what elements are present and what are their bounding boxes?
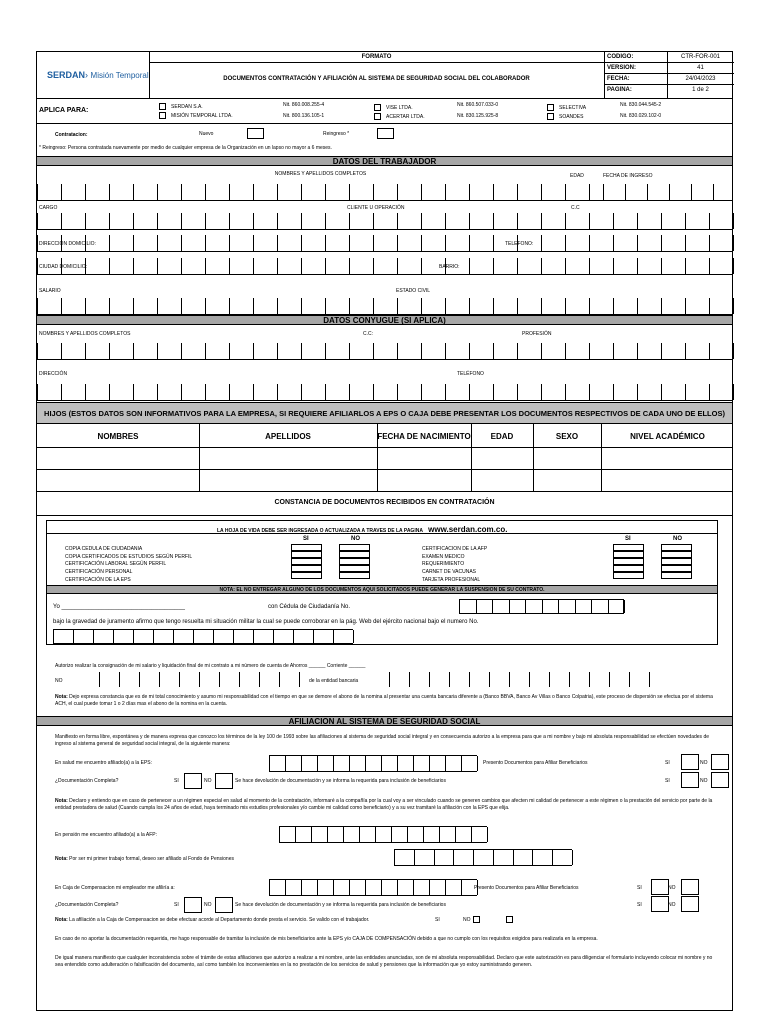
eps-doc-si2: SI bbox=[665, 778, 670, 784]
label-cargo: CARGO bbox=[39, 205, 58, 211]
field-direccion[interactable] bbox=[37, 235, 732, 252]
doc-examen: EXAMEN MEDICO bbox=[422, 553, 465, 560]
eps-doc-no2-box[interactable] bbox=[711, 772, 729, 788]
doc-eps: CERTIFICACIÓN DE LA EPS bbox=[65, 576, 131, 583]
doc-cedula: COPIA CEDULA DE CIUDADANIA bbox=[65, 546, 143, 552]
label-salario: SALARIO bbox=[39, 288, 61, 294]
doc-laboral: CERTIFICACIÓN LABORAL SEGÚN PERFIL bbox=[65, 561, 167, 568]
juramento-text: bajo la gravedad de juramento afirmo que tengo resuelta mi situación militar la cual se puede corroborar en la pág. Web del ejército nacional bajo el numero No. bbox=[53, 619, 479, 625]
yo-line[interactable]: Yo _____________________________________ bbox=[53, 604, 185, 610]
aplica-label: APLICA PARA: bbox=[39, 107, 89, 114]
company-mision: MISIÓN TEMPORAL LTDA. bbox=[171, 113, 233, 119]
col-edad: EDAD bbox=[490, 432, 514, 441]
label-cliente: CLIENTE U OPERACIÓN bbox=[347, 205, 405, 211]
doc-personal: CERTIFICACIÓN PERSONAL bbox=[65, 569, 133, 576]
form-page bbox=[36, 51, 733, 1011]
company-serdan: SERDAN S.A. bbox=[171, 104, 203, 110]
label-telefono: TELEFONO: bbox=[505, 241, 534, 247]
nota-eps: Nota: Declaro y entiendo que en caso de pertenecer a un régimen especial en salud al momento de la contratación, informaré a la compañía por la cual voy a ser vinculado cuando se generen cambios que afecten mi calidad de pertenecer a este régimen o la prestación del servicio por parte de la entidad prestadora de salud (Cuando cumpla los 24 años de edad, haya terminado mis estudios profesionales y/o cambie mi calidad como beneficiario) y a su vez tramitaré la afiliación con la EPS que elija. bbox=[55, 798, 713, 811]
nota-caja-si: SI bbox=[435, 917, 440, 923]
si-header-right: SI bbox=[625, 536, 631, 542]
serdan-url[interactable]: www.serdan.com.co. bbox=[428, 525, 508, 534]
document-title: DOCUMENTOS CONTRATACIÓN Y AFILIACIÓN AL SISTEMA DE SEGURIDAD SOCIAL DEL COLABORADOR bbox=[223, 76, 530, 82]
format-label: FORMATO bbox=[361, 54, 392, 60]
meta-label-version: VERSION: bbox=[607, 65, 637, 71]
afiliacion-intro: Manifiesto en forma libre, espontánea y de manera expresa que conozco los términos de la ley 100 de 1993 sobre las afiliaciones al sistema de seguridad social integral y en consecuencia autorizo a la empresa para que a mi nombre y bajo mi absoluta responsabilidad se efectúen novedades de ingreso al sistema general de seguridad social integral, de la siguiente manera: bbox=[55, 734, 710, 747]
caja-no: NO bbox=[668, 885, 676, 891]
field-ciudad[interactable] bbox=[37, 258, 732, 275]
company-soandes: SOANDES bbox=[559, 114, 584, 120]
eps-doc-no: NO bbox=[204, 778, 212, 784]
eps-doc-no-box[interactable] bbox=[215, 773, 233, 789]
eps-doc-si: SI bbox=[174, 778, 179, 784]
caja-cells[interactable] bbox=[269, 879, 477, 896]
col-apellidos: APELLIDOS bbox=[265, 432, 311, 441]
no-label: NO bbox=[55, 678, 63, 684]
doc-afp: CERTIFICACION DE LA AFP bbox=[422, 546, 488, 552]
section-trabajador: DATOS DEL TRABAJADOR bbox=[37, 156, 732, 166]
no-header-left: NO bbox=[351, 536, 360, 542]
field-conyugue-direccion[interactable] bbox=[37, 384, 732, 401]
nota-suspension: NOTA: EL NO ENTREGAR ALGUNO DE LOS DOCUMENTOS AQUI SOLICITADOS PUEDE GENERAR LA SUSPENSION DE SU CONTRATO. bbox=[47, 585, 717, 594]
nota-caja-extra-box[interactable] bbox=[506, 916, 513, 923]
caja-doc-no2: NO bbox=[668, 902, 676, 908]
logo-sub: Misión Temporal bbox=[90, 71, 149, 80]
cedula-label: con Cédula de Ciudadanía No. bbox=[268, 604, 351, 610]
reingreso-note: * Reingreso: Persona contratada nuevamente por medio de cualquier empresa de la Organización en un lapso no mayor a 6 meses. bbox=[39, 145, 332, 151]
meta-label-fecha: FECHA: bbox=[607, 76, 630, 82]
checkbox-acertar[interactable] bbox=[374, 113, 381, 120]
eps-devolucion: Se hace devolución de documentación y se informa la requerida para inclusión de beneficiarios bbox=[235, 778, 446, 784]
militar-cells[interactable] bbox=[53, 629, 353, 644]
eps-doc-no2: NO bbox=[700, 778, 708, 784]
field-cargo[interactable] bbox=[37, 213, 732, 230]
caja-doc-no-box[interactable] bbox=[215, 897, 233, 913]
eps-label: En salud me encuentro afiliado(a) a la EPS: bbox=[55, 760, 152, 766]
eps-doc-label: ¿Documentación Completa? bbox=[55, 778, 119, 784]
caja-devolucion: Se hace devolución de documentación y se informa la requerida para inclusión de beneficiarios bbox=[235, 902, 446, 908]
eps-no: NO bbox=[700, 760, 708, 766]
checkbox-selectiva[interactable] bbox=[547, 104, 554, 111]
caja-si-box[interactable] bbox=[651, 879, 669, 895]
cedula-cells[interactable] bbox=[459, 599, 624, 614]
meta-label-codigo: CODIGO: bbox=[607, 54, 634, 60]
nit-mision: Nit. 800.136.105-1 bbox=[283, 113, 325, 119]
doc-estudios: COPIA CERTIFICADOS DE ESTUDIOS SEGÚN PERFIL bbox=[65, 553, 193, 560]
col-fecha-nacimiento: FECHA DE NACIMIENTO bbox=[377, 432, 471, 441]
section-constancia: CONSTANCIA DE DOCUMENTOS RECIBIDOS EN CONTRATACIÓN bbox=[274, 499, 495, 506]
nit-acertar: Nit. 830.125.925-8 bbox=[457, 113, 499, 119]
eps-cells[interactable] bbox=[269, 755, 477, 772]
eps-doc-si2-box[interactable] bbox=[681, 772, 699, 788]
label-conyugue-direccion: DIRECCIÓN bbox=[39, 371, 68, 377]
checkbox-soandes[interactable] bbox=[547, 113, 554, 120]
field-fecha-ingreso[interactable] bbox=[603, 184, 732, 201]
meta-value-version: 41 bbox=[697, 65, 704, 71]
caja-doc-no2-box[interactable] bbox=[681, 896, 699, 912]
section-hijos: HIJOS (ESTOS DATOS SON INFORMATIVOS PARA LA EMPRESA, SI REQUIERE AFILIARLOS A EPS O CAJA DEBE PRESENTAR LOS DOCUMENTOS RESPECTIVOS DE CADA UNO DE ELLOS) bbox=[37, 402, 732, 424]
cuenta-cells[interactable] bbox=[99, 672, 299, 687]
constancia-frame bbox=[46, 520, 718, 645]
hijos-table bbox=[37, 424, 732, 492]
checkbox-vise[interactable] bbox=[374, 104, 381, 111]
fondo-cells[interactable] bbox=[394, 849, 572, 866]
label-conyugue-telefono: TELÉFONO bbox=[457, 371, 484, 377]
eps-no-box[interactable] bbox=[711, 754, 729, 770]
chevron-right-icon: › bbox=[85, 70, 89, 80]
reingreso-label: Reingreso * bbox=[323, 131, 350, 137]
col-sexo: SEXO bbox=[555, 432, 579, 441]
label-direccion: DIRECCIÓN DOMICILIO: bbox=[39, 241, 96, 247]
company-acertar: ACERTAR LTDA. bbox=[386, 114, 425, 120]
caja-doc-si: SI bbox=[174, 902, 179, 908]
eps-si-box[interactable] bbox=[681, 754, 699, 770]
nota-caja-no: NO bbox=[463, 917, 471, 923]
company-logo bbox=[47, 70, 147, 80]
afp-cells[interactable] bbox=[279, 826, 487, 843]
eps-doc-si-box[interactable] bbox=[184, 773, 202, 789]
label-estado-civil: ESTADO CIVIL bbox=[396, 288, 431, 294]
field-salario[interactable] bbox=[37, 298, 732, 315]
label-edad: EDAD bbox=[570, 173, 584, 179]
nota-fondo: Nota: Por ser mi primer trabajo formal, deseo ser afiliado al Fondo de Pensiones bbox=[55, 856, 234, 862]
label-conyugue-cc: C.C: bbox=[363, 331, 373, 337]
nota-banco: Nota: Dejo expresa constancia que es de mi total conocimiento y asumo mi responsabilidad con el tiempo en que se demore el abono de la nomina al presentar una cuenta bancaria diferente a (Banco BBVA, Banco Av Villas o Banco Colpatria), este proceso de dispersión se efectua por el sistema ACH, el cual puede tomar 1 o 2 días mas el abono de la nomina en la cuenta. bbox=[55, 694, 713, 707]
meta-value-fecha: 24/04/2023 bbox=[685, 76, 716, 82]
nit-soandes: Nit. 830.029.102-0 bbox=[620, 113, 662, 119]
hoja-vida-note: LA HOJA DE VIDA DEBE SER INGRESADA O ACTUALIZADA A TRAVES DE LA PAGINA www.serdan.com.co. bbox=[217, 525, 508, 534]
label-fecha-ingreso: FECHA DE INGRESO bbox=[603, 173, 653, 179]
label-barrio: BARRIO: bbox=[439, 264, 460, 270]
company-selectiva: SELECTIVA bbox=[559, 105, 587, 111]
nit-vise: Nit. 860.507.033-0 bbox=[457, 102, 499, 108]
doc-tarjeta: TARJETA PROFESIONAL bbox=[422, 576, 481, 583]
caja-doc-si-box[interactable] bbox=[184, 897, 202, 913]
si-header-left: SI bbox=[303, 536, 309, 542]
section-afiliacion: AFILIACION AL SISTEMA DE SEGURIDAD SOCIAL bbox=[37, 716, 732, 726]
caja-no-box[interactable] bbox=[681, 879, 699, 895]
eps-si: SI bbox=[665, 760, 670, 766]
checkbox-mision[interactable] bbox=[159, 112, 166, 119]
label-conyugue-nombres: NOMBRES Y APELLIDOS COMPLETOS bbox=[39, 331, 131, 337]
nota-caja: Nota: La afiliación a la Caja de Compensacion se debe efectuar acorde al Departamento donde presta el servicio. Se valido con el trabajador. bbox=[55, 917, 370, 923]
field-conyugue-nombres[interactable] bbox=[37, 343, 732, 360]
nuevo-checkbox[interactable] bbox=[247, 128, 264, 139]
nit-selectiva: Nit. 830.044.545-2 bbox=[620, 102, 662, 108]
caja-doc-si2-box[interactable] bbox=[651, 896, 669, 912]
doc-vacunas: CARNET DE VACUNAS bbox=[422, 569, 476, 576]
col-nivel-academico: NIVEL ACADÉMICO bbox=[630, 432, 705, 441]
label-nombres: NOMBRES Y APELLIDOS COMPLETOS bbox=[274, 171, 367, 177]
caja-si: SI bbox=[637, 885, 642, 891]
contratacion-label: Contratacion: bbox=[55, 132, 88, 138]
col-nombres: NOMBRES bbox=[97, 432, 139, 441]
meta-label-pagina: PAGINA: bbox=[607, 87, 632, 93]
caja-label: En Caja de Compensacion mi empleador me afiliría a: bbox=[55, 885, 175, 891]
company-vise: VISE LTDA. bbox=[386, 105, 413, 111]
doc-requerimiento: REQUERIMIENTO bbox=[422, 561, 465, 568]
docs-right-list bbox=[422, 546, 487, 585]
caja-doc-no: NO bbox=[204, 902, 212, 908]
reingreso-checkbox[interactable] bbox=[377, 128, 394, 139]
nuevo-label: Nuevo bbox=[199, 131, 214, 137]
no-header-right: NO bbox=[673, 536, 682, 542]
eps-presento: Presento Documentos para Afiliar Beneficiarios bbox=[483, 760, 588, 766]
meta-value-codigo: CTR-FOR-001 bbox=[680, 54, 720, 60]
entidad-label: de la entidad bancaria bbox=[309, 678, 359, 684]
caja-doc-label: ¿Documentación Completa? bbox=[55, 902, 119, 908]
checkbox-serdan[interactable] bbox=[159, 103, 166, 110]
afp-label: En pensión me encuentro afiliado(a) a la AFP: bbox=[55, 832, 158, 838]
meta-value-pagina: 1 de 2 bbox=[692, 87, 709, 93]
nit-serdan: Nit. 860.008.255-4 bbox=[283, 102, 325, 108]
section-conyugue: DATOS CONYUGUE (SI APLICA) bbox=[37, 315, 732, 325]
nota-caja-no-box[interactable] bbox=[473, 916, 480, 923]
caja-doc-si2: SI bbox=[637, 902, 642, 908]
logo-brand: SERDAN bbox=[47, 70, 86, 80]
final-paragraph-1: En caso de no aportar la documentación requerida, me hago responsable de tramitar la inclusión de mis beneficiarios ante la EPS y/o CAJA DE COMPENSACIÓN debido a que no cumplo con los requisitos exigidos para realizarla en la empresa. bbox=[55, 936, 598, 942]
label-ciudad: CIUDAD DOMICILIO: bbox=[39, 264, 88, 270]
label-conyugue-profesion: PROFESIÓN bbox=[522, 331, 552, 337]
label-cc: C.C bbox=[571, 205, 580, 211]
entidad-cells[interactable] bbox=[389, 672, 649, 687]
docs-left-list bbox=[65, 546, 192, 585]
final-paragraph-2: De igual manera manifiesto que cualquier inconsistencia sobre el trámite de estas afiliaciones que autorizo a realizar a mi nombre, ante las entidades anunciadas, son de mi absoluta responsabilidad. Declaro que este autorización es para diligenciar el formulario incluyendo colocar mi nombre y no sea entendido como adulteración o falsificación del documento, así como también los inconvenientes en la no prestación de los servicios de salud y pensiones que la información que yo estoy suministrando generen. bbox=[55, 955, 713, 968]
caja-presento: Presento Documentos para Afiliar Beneficiarios bbox=[474, 885, 579, 891]
autorizo-text: Autorizo realizar la consignación de mi salario y liquidación final de mi contrato a mi número de cuenta de Ahorros ______ Corriente ______ bbox=[55, 663, 366, 669]
